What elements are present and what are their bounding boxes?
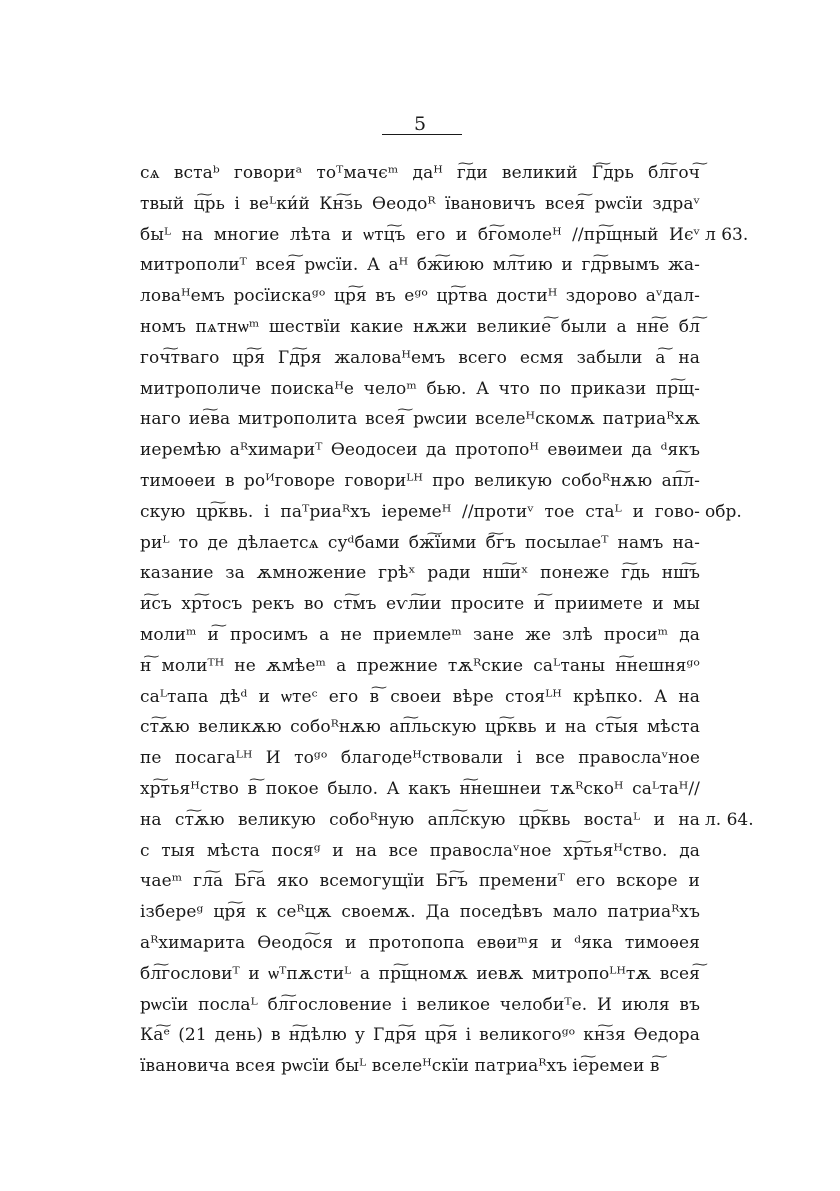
text-line: ізбереᵍ цр͠я к сеᴿцѫ своемѫ. Да поседѣвъ мало патриаᴿхъ bbox=[140, 902, 700, 923]
margin-note: л. 64. bbox=[705, 809, 754, 830]
text-line: аᴿхимарита Өеодо͠ся и протопопа евѳиᵐя и ᵈяка тимоѳея bbox=[140, 932, 700, 953]
text-line: номъ пѧтнѡᵐ шествїи какие нѫжи великие͠ были а нн͠е бл͠ bbox=[140, 316, 700, 337]
text-line: н͠ молиᵀᴴ не ѫмѣеᵐ а прежние тѫᴿские саᴸтаны н͠нешняᵍᵒ bbox=[140, 655, 700, 676]
text-line: гоч͠тваго цр͠я Гд͠ря жаловаᴴемъ всего есмя забыли а͠ на bbox=[140, 347, 700, 368]
text-line: митрополиᵀ всея͠ рѡсїи. А аᴴ бж͠июю мл͠тию и гд͠рвымъ жа- bbox=[140, 255, 700, 276]
text-line: твый ц͠рь і веᴸки́й Кн͠зь Өеодоᴿ ївановичъ всея͠ рѡсїи здраᵛ bbox=[140, 193, 700, 214]
text-line: казание за ѫмножение грѣˣ ради нш͠иˣ понеже г͠дь нш͠ъ bbox=[140, 563, 700, 584]
text-line: сѧ встаᵇ говориᵃ тоᵀмачєᵐ даᴴ г͠ди великий Г͠дрь бл͠гоч͠ bbox=[140, 163, 700, 183]
text-line: скую цр͠квь. і паᵀриаᴿхъ іеремеᴴ //протиᵛ тое стаᴸ и гово- bbox=[140, 501, 700, 522]
text-line: с тыя мѣста посяᵍ и на все правослаᵛное хр͠тьяᴴство. да bbox=[140, 840, 700, 861]
text-line: иеремѣю аᴿхимариᵀ Өеодосеи да протопоᴴ евѳимеи да ᵈякъ bbox=[140, 440, 700, 461]
text-line: ловаᴴемъ росїискаᵍᵒ цр͠я въ еᵍᵒ цр͠тва достиᴴ здорово аᵛдал- bbox=[140, 286, 700, 307]
text-line: на ст͠ѫю великую собоᴿную апл͠скую цр͠квь востаᴸ и на bbox=[140, 809, 700, 830]
text-line: и͠съ хр͠тосъ рекъ во ст͠мъ еѵл͠ии просите и͠ приимете и мы bbox=[140, 594, 700, 615]
margin-note: обр. bbox=[705, 501, 742, 522]
text-line: саᴸтапа дѣᵈ и ѡтеᶜ его в͠ своеи вѣре стояᴸᴴ крѣпко. А на bbox=[140, 686, 700, 707]
margin-note: л 63. bbox=[705, 224, 749, 245]
text-line: молиᵐ и͠ просимъ а не приемлеᵐ зане же злѣ просиᵐ да bbox=[140, 624, 700, 645]
text-line: хр͠тьяᴴство в͠ покое было. А какъ н͠нешнеи тѫᴿскоᴴ саᴸтаᴴ// bbox=[140, 778, 700, 799]
page-number: 5 bbox=[413, 113, 427, 135]
text-line: ївановича всея рѡсїи быᴸ вселеᴴскїи патриаᴿхъ іе͠ремеи в͠ bbox=[140, 1056, 660, 1077]
page-number-rule bbox=[382, 134, 462, 135]
document-body bbox=[140, 158, 700, 1082]
text-line: рѡсїи послаᴸ бл͠гословение і великое челобиᵀе. И июля въ bbox=[140, 994, 700, 1015]
text-line: наго ие͠ва митрополита всея͠ рѡсии вселеᴴскомѫ патриаᴿхѫ bbox=[140, 409, 700, 430]
text-line: риᴸ то де дѣлаетсѧ суᵈбами бж͠їими б͠гъ посылаеᵀ намъ на- bbox=[140, 532, 700, 553]
text-line: чаеᵐ гл͠а Бг͠а яко всемогущїи Бг͠ъ премениᵀ его вскоре и bbox=[140, 871, 700, 892]
text-line: тимоѳеи в роᴻговоре говориᴸᴴ про великую собоᴿнѫю ап͠л- bbox=[140, 470, 700, 491]
text-line: митрополиче поискаᴴе челоᵐ бью. А что по прикази пр͠щ- bbox=[140, 378, 700, 399]
text-line: Ка͠ᵉ (21 день) в н͠дѣлю у Гдр͠я цр͠я і великогоᵍᵒ кн͠зя Өедора bbox=[140, 1025, 700, 1046]
text-line: пе посагаᴸᴴ И тоᵍᵒ благодеᴴствовали і все правослаᵛное bbox=[140, 748, 700, 769]
text-line: ст͠ѫю великѫю собоᴿнѫю ап͠льскую цр͠квь и на ст͠ыя мѣста bbox=[140, 717, 700, 738]
text-line: быᴸ на многие лѣта и ѡтц͠ъ его и бг͠омолеᴴ //пр͠щный Иєᵛ bbox=[140, 224, 700, 245]
text-line: бл͠гословиᵀ и ѡᵀпѫстиᴸ а пр͠щномѫ иевѫ митропоᴸᴴтѫ всея͠ bbox=[140, 963, 700, 984]
